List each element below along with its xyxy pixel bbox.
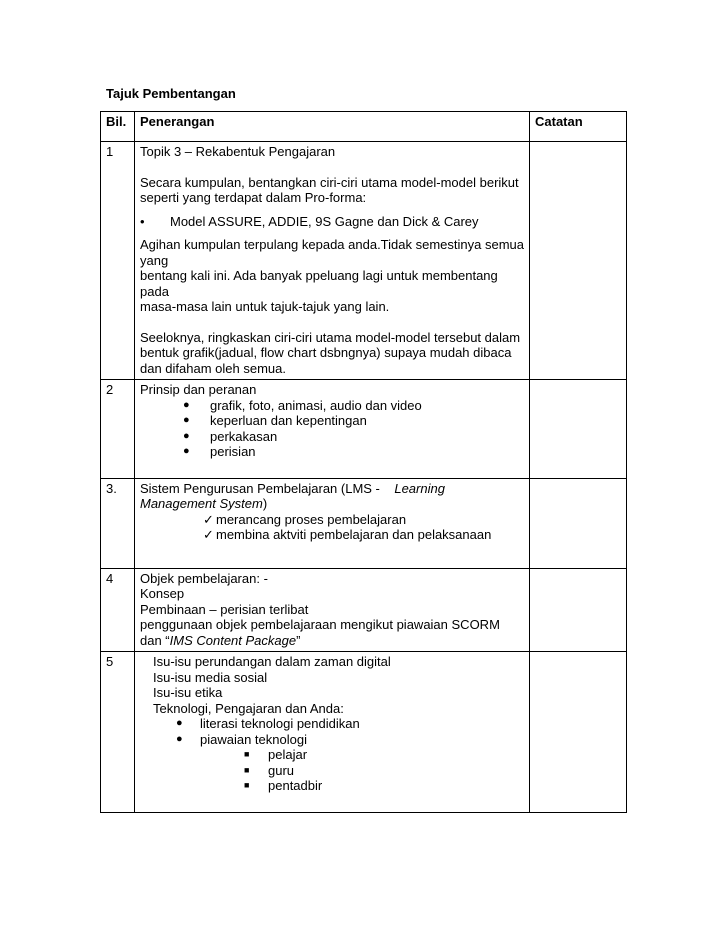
row-line: penggunaan objek pembelajaraan mengikut piawaian SCORM <box>140 617 500 632</box>
row-notes <box>530 652 627 813</box>
presentation-table <box>100 111 627 813</box>
table-row <box>101 478 627 568</box>
table-row <box>101 652 627 813</box>
row-line: Objek pembelajaran: - <box>140 570 268 586</box>
row-paragraph: Agihan kumpulan terpulang kepada anda.Tidak semestinya semua yang <box>140 237 524 268</box>
table-row <box>101 380 627 479</box>
square-bullet-icon: ■ <box>244 749 250 759</box>
line-text: dan “ <box>140 632 170 648</box>
list-item <box>183 444 525 460</box>
check-icon: ✓ <box>203 527 214 542</box>
list-item-label: grafik, foto, animasi, audio dan video <box>210 397 422 413</box>
row-description <box>135 568 530 652</box>
row-number: 5 <box>101 652 135 813</box>
row-notes <box>530 380 627 479</box>
line-text: ” <box>296 632 301 648</box>
row-paragraph: masa-masa lain untuk tajuk-tajuk yang lain. <box>140 299 390 314</box>
header-bil: Bil. <box>101 112 135 142</box>
list-item-label: membina aktviti pembelajaran dan pelaksanaan <box>216 527 492 542</box>
row-description <box>135 142 530 380</box>
list-item-label: perkakasan <box>210 428 278 444</box>
check-icon: ✓ <box>203 511 214 527</box>
row-number: 1 <box>101 142 135 380</box>
table-row <box>101 568 627 652</box>
list-item-label: pelajar <box>268 747 308 762</box>
row-paragraph: Secara kumpulan, bentangkan ciri-ciri utama model-model berikut seperti yang terdapat dalam Pro-forma: <box>140 174 519 205</box>
list-item <box>183 413 525 429</box>
row-heading: Prinsip dan peranan <box>140 382 257 397</box>
row-line <box>140 633 525 649</box>
list-item-label: literasi teknologi pendidikan <box>200 716 360 731</box>
row-number: 2 <box>101 380 135 479</box>
square-bullet-icon: ■ <box>244 764 250 775</box>
heading-italic: Learning <box>394 480 445 496</box>
table-header-row <box>101 112 627 142</box>
list-item <box>176 732 525 748</box>
bullet-icon: ● <box>183 445 190 457</box>
bullet-icon: ● <box>176 717 183 729</box>
list-item <box>244 763 525 779</box>
list-item <box>203 512 525 528</box>
row-notes <box>530 478 627 568</box>
list-item <box>183 429 525 445</box>
header-penerangan: Penerangan <box>135 112 530 142</box>
row-topic: Topik 3 – Rekabentuk Pengajaran <box>140 144 336 159</box>
bullet-icon: • <box>140 213 145 229</box>
row-line: Isu-isu media sosial <box>153 669 268 685</box>
list-item-label: guru <box>268 762 295 778</box>
row-line: Isu-isu perundangan dalam zaman digital <box>153 654 391 669</box>
bullet-icon: ● <box>183 414 190 426</box>
list-item <box>176 716 525 732</box>
table-row <box>101 142 627 380</box>
list-item-label: perisian <box>210 444 256 459</box>
row-description <box>135 652 530 813</box>
bullet-icon: ● <box>183 398 190 411</box>
list-item-label: merancang proses pembelajaran <box>216 511 407 527</box>
list-item-label: keperluan dan kepentingan <box>210 413 367 428</box>
list-item <box>140 214 525 230</box>
row-paragraph: bentang kali ini. Ada banyak ppeluang lagi untuk membentang pada <box>140 268 498 299</box>
list-item-label: pentadbir <box>268 778 323 793</box>
square-bullet-icon: ■ <box>244 780 250 790</box>
row-description <box>135 478 530 568</box>
bullet-icon: ● <box>176 732 183 745</box>
heading-text: ) <box>262 496 268 511</box>
list-item <box>244 747 525 763</box>
page-title: Tajuk Pembentangan <box>106 86 236 101</box>
row-number: 4 <box>101 568 135 652</box>
bullet-icon: ● <box>183 429 190 442</box>
row-notes <box>530 142 627 380</box>
heading-italic: Management System <box>140 496 263 511</box>
row-notes <box>530 568 627 652</box>
heading-text: Sistem Pengurusan Pembelajaran (LMS - <box>140 480 395 496</box>
list-item <box>203 527 525 543</box>
row-line: Isu-isu etika <box>153 685 223 700</box>
list-item-label: piawaian teknologi <box>200 731 307 747</box>
list-item <box>183 398 525 414</box>
row-number: 3. <box>101 478 135 568</box>
row-description <box>135 380 530 479</box>
row-paragraph: Seeloknya, ringkaskan ciri-ciri utama model-model tersebut dalam bentuk grafik(jadual, flow chart dsbngnya) supaya mudah dibaca dan difaham oleh semua. <box>140 329 521 376</box>
list-item-label: Model ASSURE, ADDIE, 9S Gagne dan Dick & Carey <box>170 213 479 229</box>
list-item <box>244 778 525 794</box>
row-line: Konsep <box>140 586 185 601</box>
row-line: Teknologi, Pengajaran dan Anda: <box>153 700 344 716</box>
line-italic: IMS Content Package <box>169 632 297 648</box>
header-catatan: Catatan <box>530 112 627 142</box>
row-heading <box>140 481 525 497</box>
row-heading-cont <box>140 496 525 512</box>
row-line: Pembinaan – perisian terlibat <box>140 601 309 617</box>
